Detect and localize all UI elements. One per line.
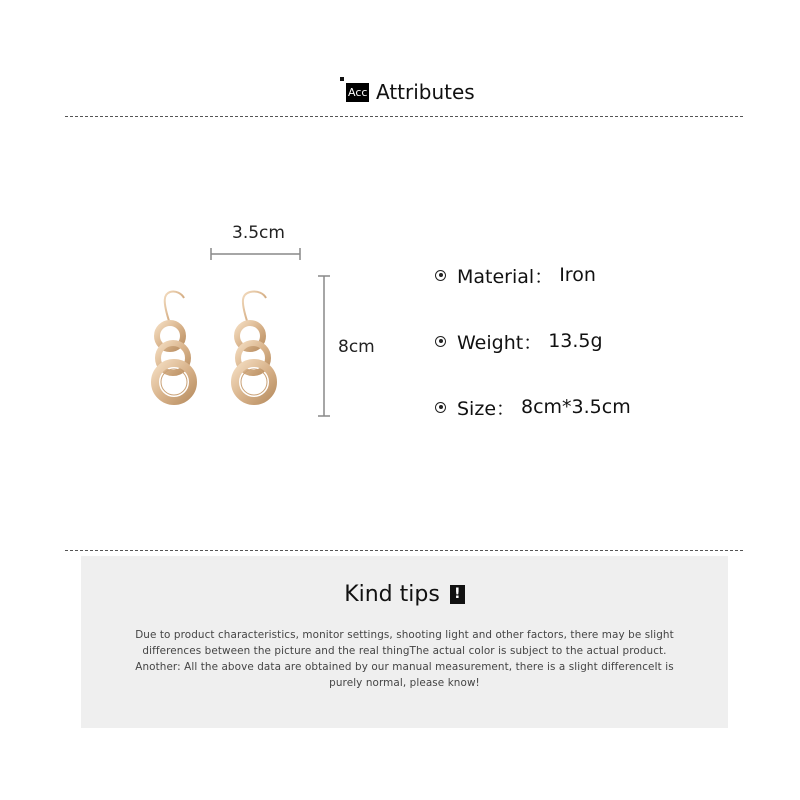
attribute-value: 13.5g <box>548 330 603 352</box>
exclamation-icon: ! <box>450 585 465 604</box>
left-earring <box>155 291 193 401</box>
target-bullet-icon <box>435 402 446 413</box>
right-earring <box>235 291 273 401</box>
header-dot <box>340 77 344 81</box>
product-figure <box>140 220 390 430</box>
attribute-value: 8cm*3.5cm <box>521 396 631 418</box>
attribute-label: Size： <box>457 397 516 420</box>
bottom-divider <box>65 550 743 551</box>
target-bullet-icon <box>435 270 446 281</box>
attribute-label: Material： <box>457 265 554 288</box>
attribute-size <box>435 394 631 420</box>
attribute-value: Iron <box>559 264 596 286</box>
earrings-image <box>140 220 390 430</box>
attribute-label: Weight： <box>457 331 543 354</box>
width-label: 3.5cm <box>232 223 285 243</box>
kind-tips-panel <box>81 556 728 728</box>
top-divider <box>65 116 743 117</box>
attribute-material <box>435 262 596 288</box>
target-bullet-icon <box>435 336 446 347</box>
height-label: 8cm <box>338 337 375 357</box>
section-header <box>0 74 800 114</box>
tips-title: Kind tips <box>344 582 440 607</box>
tips-header <box>81 582 728 607</box>
header-title: Attributes <box>376 80 475 104</box>
header-badge: Acc <box>346 83 369 102</box>
tips-text: Due to product characteristics, monitor settings, shooting light and other factors, there may be slight differences between the picture and the real thingThe actual color is subject to the actual product. Another: All the above data are obtained by our manual measurement, there is a slight differenceIt is purely normal, please know! <box>135 629 674 689</box>
attribute-weight <box>435 328 603 354</box>
